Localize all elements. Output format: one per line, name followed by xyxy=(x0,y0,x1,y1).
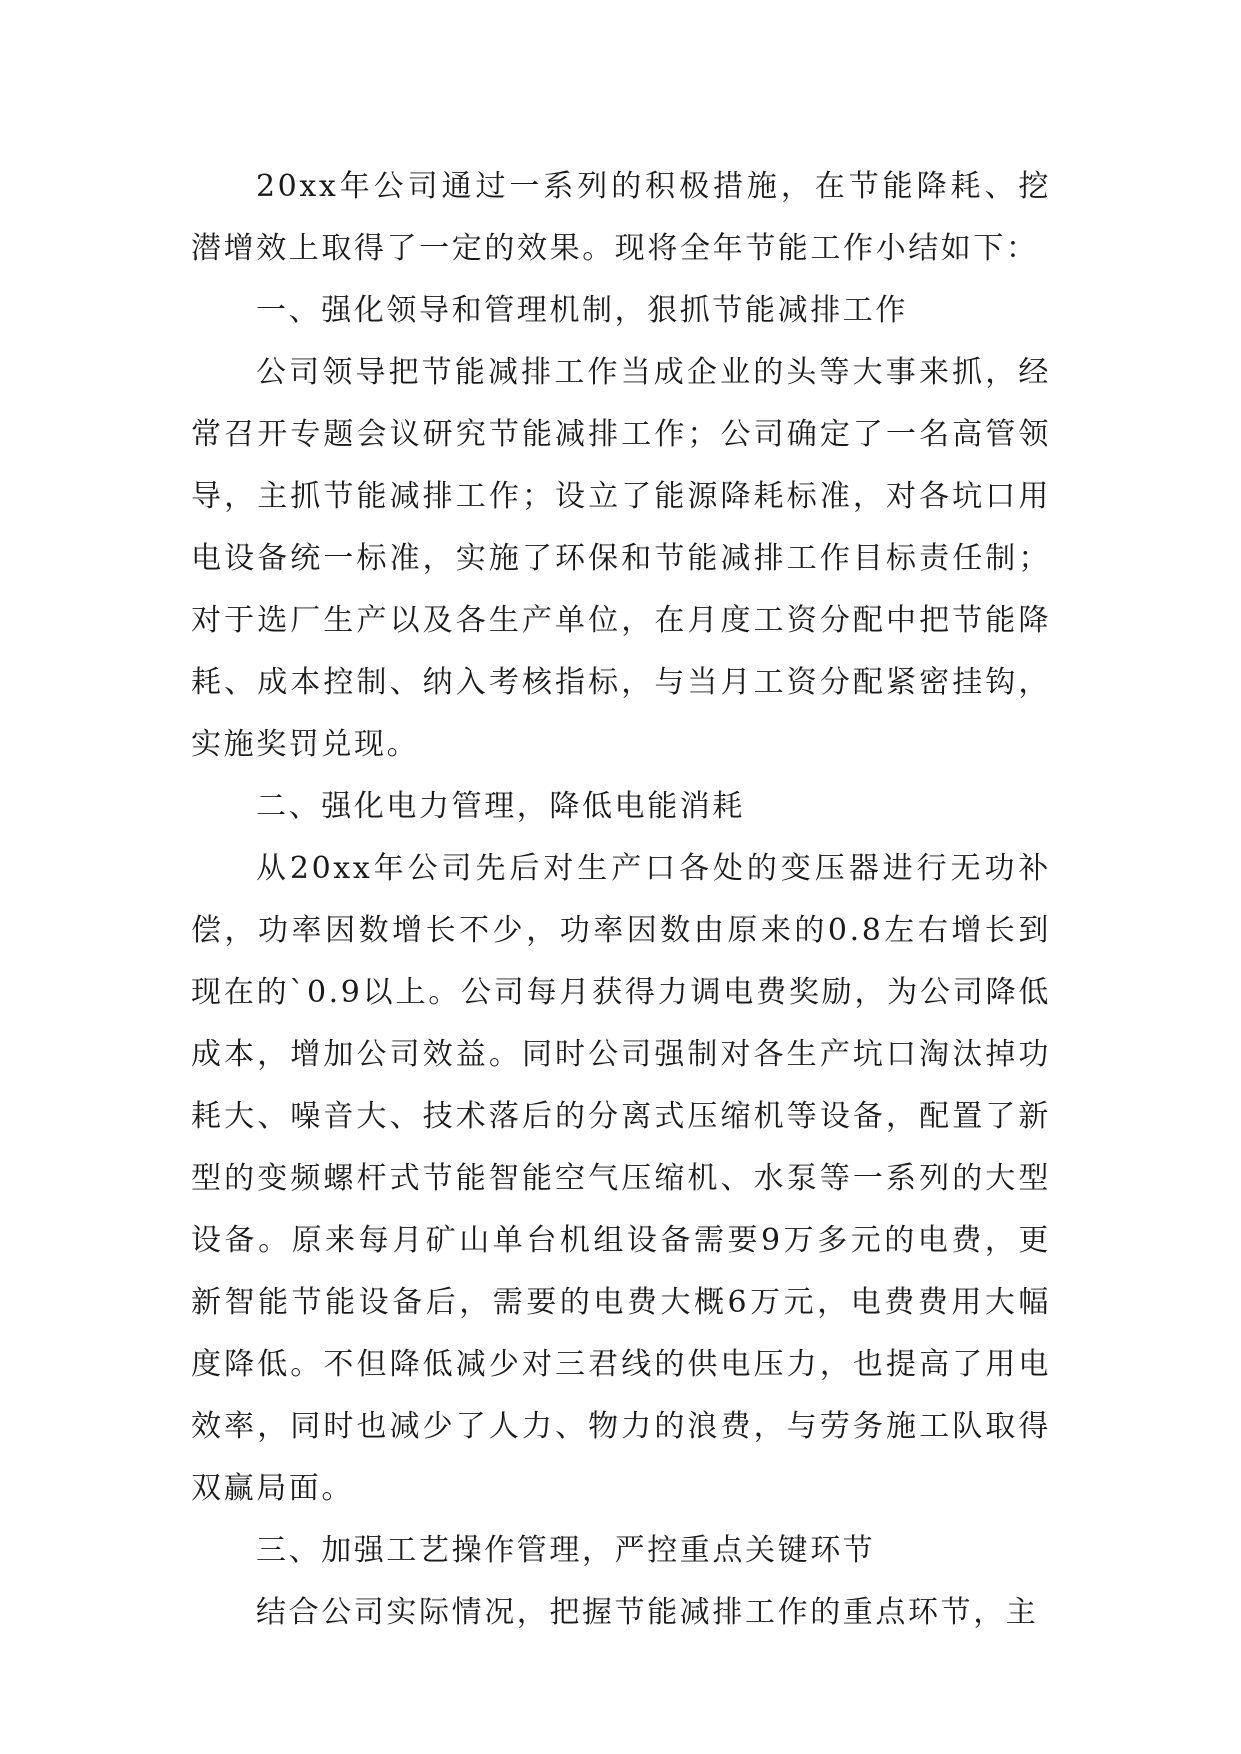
section-1-paragraph: 公司领导把节能减排工作当成企业的头等大事来抓，经常召开专题会议研究节能减排工作；公司确定了一名高管领导，主抓节能减排工作；设立了能源降耗标准，对各坑口用电设备统一标准，实施了环保和节能减排工作目标责任制；对于选厂生产以及各生产单位，在月度工资分配中把节能降耗、成本控制、纳入考核指标，与当月工资分配紧密挂钩，实施奖罚兑现。 xyxy=(191,355,1051,762)
document-body xyxy=(191,156,1051,1644)
section-heading-3: 三、加强工艺操作管理，严控重点关键环节 xyxy=(256,1533,876,1568)
section-heading-2: 二、强化电力管理，降低电能消耗 xyxy=(256,789,745,824)
section-heading-1: 一、强化领导和管理机制，狠抓节能减排工作 xyxy=(256,293,908,328)
section-2-paragraph: 从20xx年公司先后对生产口各处的变压器进行无功补偿，功率因数增长不少，功率因数由原来的0.8左右增长到现在的`0.9以上。公司每月获得力调电费奖励，为公司降低成本，增加公司效益。同时公司强制对各生产坑口淘汰掉功耗大、噪音大、技术落后的分离式压缩机等设备，配置了新型的变频螺杆式节能智能空气压缩机、水泵等一系列的大型设备。原来每月矿山单台机组设备需要9万多元的电费，更新智能节能设备后，需要的电费大概6万元，电费费用大幅度降低。不但降低减少对三君线的供电压力，也提高了用电效率，同时也减少了人力、物力的浪费，与劳务施工队取得双赢局面。 xyxy=(191,851,1051,1506)
section-3-paragraph: 结合公司实际情况，把握节能减排工作的重点环节，主 xyxy=(256,1595,1039,1630)
intro-paragraph: 20xx年公司通过一系列的积极措施，在节能降耗、挖潜增效上取得了一定的效果。现将全年节能工作小结如下： xyxy=(191,169,1051,266)
